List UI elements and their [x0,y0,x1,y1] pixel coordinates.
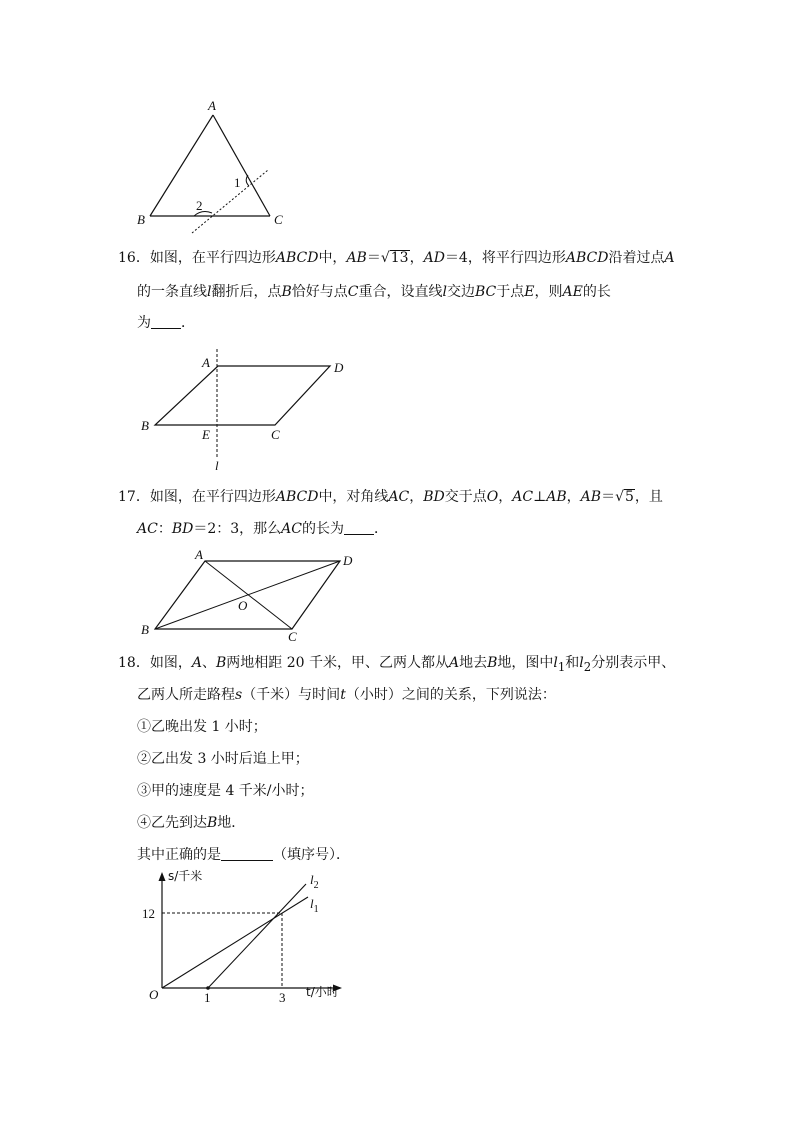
q18-line-2 [137,685,556,705]
q16-math: AE [562,284,583,300]
q18-line-1 [118,653,675,677]
q18-text: 两地相距 20 千米，甲、乙两人都从 [226,655,449,671]
q17-math: ABCD [275,489,319,505]
q18-answer-blank[interactable] [221,846,273,861]
q17-text: ＝ [601,489,616,505]
q18-sub: 1 [557,659,566,674]
vertex-d-label: D [334,360,344,375]
q16-text: ，则 [534,284,563,300]
q16-math: AD [423,250,445,266]
q16-line-3 [137,313,195,333]
q16-math: B [281,284,292,300]
vertex-b-label: B [141,418,149,433]
q16-answer-blank[interactable] [151,314,181,329]
q18-math: B [487,655,498,671]
figure-18-graph [140,868,360,1013]
q16-math: C [347,284,359,300]
q18-text: 地，图中 [497,655,554,671]
dotted-line [192,170,268,233]
q18-sub: 2 [583,659,592,674]
q17-text: ＝2：3，那么 [193,521,282,537]
sqrt-5: 5 [625,489,634,505]
vertex-a-label: A [208,98,216,113]
angle-1-arc [246,175,249,186]
figure-15-triangle [130,95,290,235]
q18-math: s [235,687,243,703]
point-o-label: O [238,598,248,613]
line-l2-label [310,872,319,891]
y-tick-12: 12 [142,906,155,921]
q18-text: （填序号）． [273,847,350,863]
q17-math: BD [423,489,445,505]
y-axis-label [168,868,202,883]
q16-text: ． [181,315,195,331]
q16-text: 中， [318,250,347,266]
q18-statement-4 [137,813,245,833]
q16-text: 翻折后，点 [211,284,282,300]
q16-text: 为 [137,315,151,331]
q18-text: 乙两人所走路程 [137,687,235,703]
q18-text: （千米）与时间 [242,687,341,703]
q18-math: t [340,687,346,703]
figure-16-parallelogram [135,345,355,475]
q17-math: AC [137,521,158,537]
q18-text: （小时）之间的关系，下列说法： [345,687,556,703]
line-l2 [208,884,306,988]
line-l-label: l [215,458,219,473]
q17-text: 的长为 [302,521,344,537]
q16-text: 沿着过点 [608,250,665,266]
line-l1-letter: l [310,896,314,911]
figure-17-parallelogram [135,545,365,645]
y-axis-arrow [159,872,166,881]
line-l2-sub: 2 [313,880,319,891]
q18-statement-3: ③甲的速度是 4 千米/小时； [137,783,314,799]
q16-math: l [442,284,447,300]
q16-math: BC [474,284,497,300]
side-ab [150,115,213,216]
q16-text: ＝4，将平行四边形 [444,250,566,266]
vertex-c-label: C [271,427,280,442]
q16-math: AB [346,250,367,266]
q18-math: l [553,655,558,671]
line-l2-letter: l [310,872,314,887]
q18-text: 、 [201,655,216,671]
q18-math: B [215,655,227,671]
line-l1-label [310,896,319,915]
line-l1 [162,897,308,988]
q17-text: ，且 [634,489,663,505]
q18-math: B [207,815,218,831]
q17-text: 交于点 [444,489,487,505]
q16-math: l [207,284,212,300]
vertex-c-label: C [274,212,283,227]
q18-math: l [579,655,584,671]
q17-text: ， [498,489,513,505]
q17-math: O [486,489,499,505]
q17-math: AC [281,521,302,537]
parallelogram-abcd [155,366,330,425]
q17-number: 17． [118,489,150,505]
q18-answer-line [137,845,350,865]
q16-text: ， [409,250,424,266]
q17-text: ： [157,521,172,537]
vertex-b-label: B [137,212,145,227]
q16-number: 16． [118,250,150,266]
q18-statement-2: ②乙出发 3 小时后追上甲； [137,751,309,767]
q16-text: 交边 [446,284,475,300]
q16-math: A [664,250,675,266]
vertex-c-label: C [288,629,297,644]
q18-number: 18． [118,655,150,671]
angle-2-label: 2 [196,198,203,213]
q17-math: AC [388,489,410,505]
vertex-a-label: A [195,547,203,562]
q16-text: 重合，设直线 [358,284,443,300]
x-axis-label [306,984,339,999]
q17-math: AB [546,489,567,505]
q17-text: ⊥ [533,489,547,505]
q17-text: ， [409,489,424,505]
sqrt-13: 13 [390,250,409,266]
q17-math: AC [512,489,534,505]
q16-text: 恰好与点 [291,284,348,300]
x-tick-1: 1 [204,990,211,1005]
sqrt-sign: √ [380,250,390,266]
q17-line-1 [118,487,663,507]
q16-text: 的一条直线 [137,284,207,300]
vertex-d-label: D [343,553,353,568]
q18-text: ④乙先到达 [137,815,207,831]
side-ac [213,115,270,216]
q16-text: 于点 [496,284,525,300]
angle-1-label: 1 [234,175,241,190]
q16-line-1 [118,248,675,268]
q18-math: A [448,655,460,671]
q18-text: 地． [217,815,246,831]
q18-text: 如图， [149,655,192,671]
point-e-label: E [202,427,210,442]
q17-text: ， [566,489,581,505]
q18-text: 其中正确的是 [137,847,221,863]
q17-math: BD [171,521,194,537]
q18-math: A [191,655,202,671]
vertex-b-label: B [141,622,149,637]
q18-text: 分别表示甲、 [591,655,676,671]
q18-text: 地去 [459,655,488,671]
q16-math: E [524,284,535,300]
q16-text: 如图，在平行四边形 [149,250,276,266]
q17-line-2 [137,519,388,539]
sqrt-sign: √ [615,489,624,505]
diagonal-bd [155,561,340,629]
origin-label: O [149,987,159,1002]
q16-math: ABCD [275,250,319,266]
vertex-a-label: A [202,355,210,370]
q17-text: 如图，在平行四边形 [149,489,276,505]
q16-math: ABCD [565,250,609,266]
x-tick-3: 3 [279,990,286,1005]
q17-text: ． [374,521,388,537]
q18-statement-1: ①乙晚出发 1 小时； [137,719,267,735]
q16-text: 的长 [582,284,611,300]
line-l1-sub: 1 [313,904,319,915]
q17-math: AB [580,489,602,505]
q18-text: 和 [565,655,580,671]
q17-answer-blank[interactable] [344,520,374,535]
q17-text: 中，对角线 [318,489,389,505]
q16-line-2 [137,282,611,302]
x-axis-label-text: t/小时 [306,985,339,999]
y-axis-label-text: s/千米 [168,869,203,883]
q16-text: ＝ [366,250,381,266]
